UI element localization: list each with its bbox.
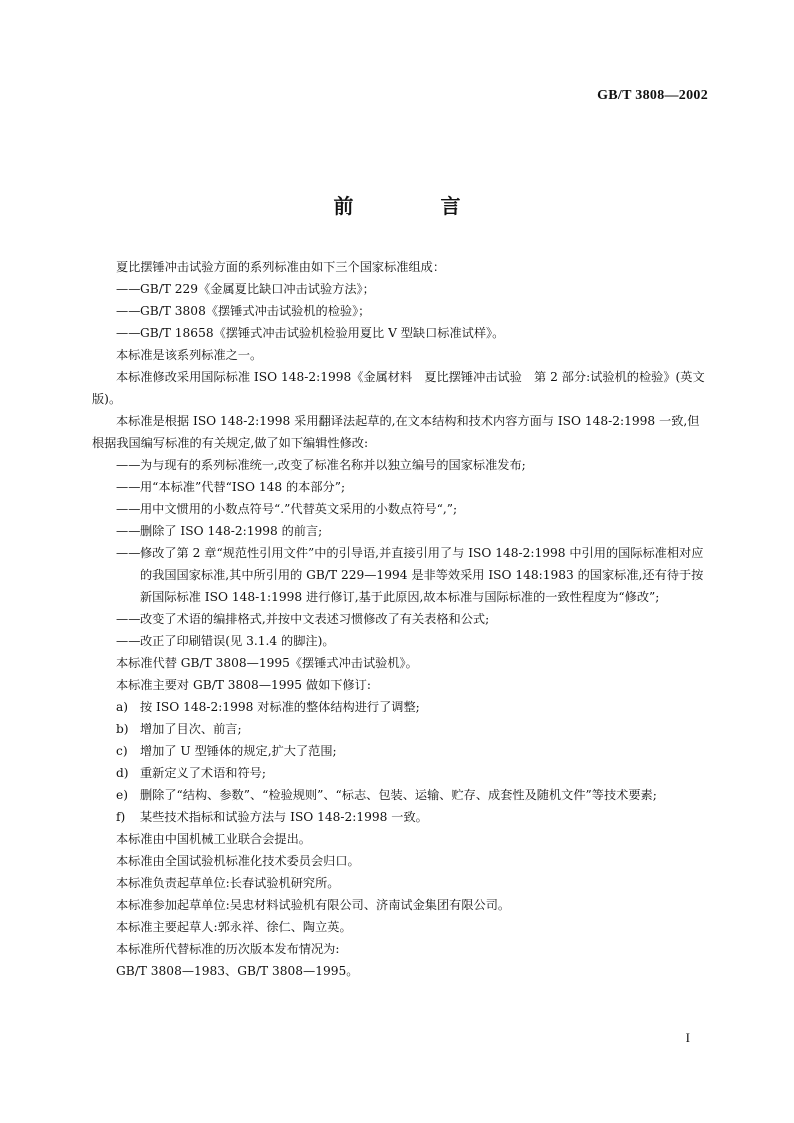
- dash-mark: ——: [116, 612, 141, 626]
- dash-mark: ——: [116, 458, 141, 472]
- list-item: [92, 718, 710, 740]
- list-item: [92, 696, 710, 718]
- paragraph: 本标准主要对 GB/T 3808—1995 做如下修订:: [116, 678, 371, 692]
- paragraph: 本标准负责起草单位:长春试验机研究所。: [116, 876, 340, 890]
- list-item: [92, 806, 710, 828]
- list-item-label: f): [116, 810, 126, 824]
- list-item-text: 某些技术指标和试验方法与 ISO 148-2:1998 一致。: [140, 810, 428, 824]
- dash-item-text: GB/T 3808《摆锤式冲击试验机的检验》；: [140, 304, 371, 318]
- paragraph: 本标准代替 GB/T 3808—1995《摆锤式冲击试验机》。: [116, 656, 418, 670]
- dash-item-text: GB/T 229《金属夏比缺口冲击试验方法》；: [140, 282, 375, 296]
- page-title: 前 言: [333, 194, 501, 218]
- dash-item: [92, 322, 710, 344]
- dash-mark: ——: [116, 524, 141, 538]
- dash-item: [92, 454, 710, 476]
- list-item: [92, 784, 710, 806]
- foreword-body: [92, 256, 710, 982]
- list-item-text: 按 ISO 148-2:1998 对标准的整体结构进行了调整;: [140, 700, 420, 714]
- list-item-label: a): [116, 700, 129, 714]
- dash-item: [92, 498, 710, 520]
- paragraph: 本标准由中国机械工业联合会提出。: [116, 832, 311, 846]
- dash-mark: ——: [116, 634, 141, 648]
- paragraph: GB/T 3808—1983、GB/T 3808—1995。: [116, 964, 359, 978]
- list-item-label: d): [116, 766, 129, 780]
- dash-mark: ——: [116, 546, 141, 560]
- paragraph: 本标准所代替标准的历次版本发布情况为:: [116, 942, 340, 956]
- dash-mark: ——: [116, 282, 141, 296]
- dash-item-text: 删除了 ISO 148-2:1998 的前言;: [140, 524, 323, 538]
- list-item-text: 重新定义了术语和符号;: [140, 766, 266, 780]
- dash-mark: ——: [116, 480, 141, 494]
- dash-mark: ——: [116, 304, 141, 318]
- dash-item: [92, 608, 710, 630]
- dash-item-text: 改变了术语的编排格式,并按中文表述习惯修改了有关表格和公式;: [140, 612, 490, 626]
- paragraph: 本标准参加起草单位:吴忠材料试验机有限公司、济南试金集团有限公司。: [116, 898, 511, 912]
- dash-item: [92, 630, 710, 652]
- page-number: I: [685, 1030, 690, 1045]
- dash-item: [92, 520, 710, 542]
- list-item-label: b): [116, 722, 129, 736]
- dash-item-text: 为与现有的系列标准统一,改变了标准名称并以独立编号的国家标准发布;: [140, 458, 526, 472]
- dash-item-text: 修改了第 2 章“规范性引用文件”中的引导语,并直接引用了与 ISO 148-2:1998 中引用的国际标准相对应的我国国家标准,其中所引用的 GB/T 229—1994 是非等效采用 ISO 148:1983 的国家标准,还有待于按新国际标准 ISO 148-1:1998 进行修订,基于此原因,故本标准与国际标准的一致性程度为“修改”;: [140, 546, 704, 604]
- dash-item: [92, 278, 710, 300]
- dash-item-text: 改正了印刷错误(见 3.1.4 的脚注)。: [140, 634, 335, 648]
- dash-item-text: 用中文惯用的小数点符号“.”代替英文采用的小数点符号“,”;: [140, 502, 458, 516]
- dash-item-text: GB/T 18658《摆锤式冲击试验机检验用夏比 V 型缺口标准试样》。: [140, 326, 505, 340]
- dash-item-text: 用“本标准”代替“ISO 148 的本部分”;: [140, 480, 346, 494]
- list-item-text: 增加了 U 型锤体的规定,扩大了范围;: [140, 744, 337, 758]
- list-item: [92, 740, 710, 762]
- paragraph: 本标准是根据 ISO 148-2:1998 采用翻译法起草的,在文本结构和技术内容方面与 ISO 148-2:1998 一致,但根据我国编写标准的有关规定,做了如下编辑性修改:: [92, 414, 700, 450]
- list-item: [92, 762, 710, 784]
- standard-code: GB/T 3808—2002: [597, 88, 708, 103]
- list-item-text: 增加了目次、前言;: [140, 722, 242, 736]
- paragraph: 夏比摆锤冲击试验方面的系列标准由如下三个国家标准组成：: [116, 260, 446, 274]
- paragraph: 本标准修改采用国际标准 ISO 148-2:1998《金属材料 夏比摆锤冲击试验 第 2 部分:试验机的检验》(英文版)。: [92, 370, 705, 406]
- list-item-text: 删除了“结构、参数”、“检验规则”、“标志、包装、运输、贮存、成套性及随机文件”等技术要素;: [140, 788, 657, 802]
- dash-mark: ——: [116, 326, 141, 340]
- list-item-label: e): [116, 788, 128, 802]
- paragraph: 本标准由全国试验机标准化技术委员会归口。: [116, 854, 360, 868]
- list-item-label: c): [116, 744, 128, 758]
- dash-item: [92, 542, 710, 608]
- paragraph: 本标准主要起草人:郭永祥、徐仁、陶立英。: [116, 920, 352, 934]
- dash-item: [92, 300, 710, 322]
- paragraph: 本标准是该系列标准之一。: [116, 348, 263, 362]
- dash-item: [92, 476, 710, 498]
- dash-mark: ——: [116, 502, 141, 516]
